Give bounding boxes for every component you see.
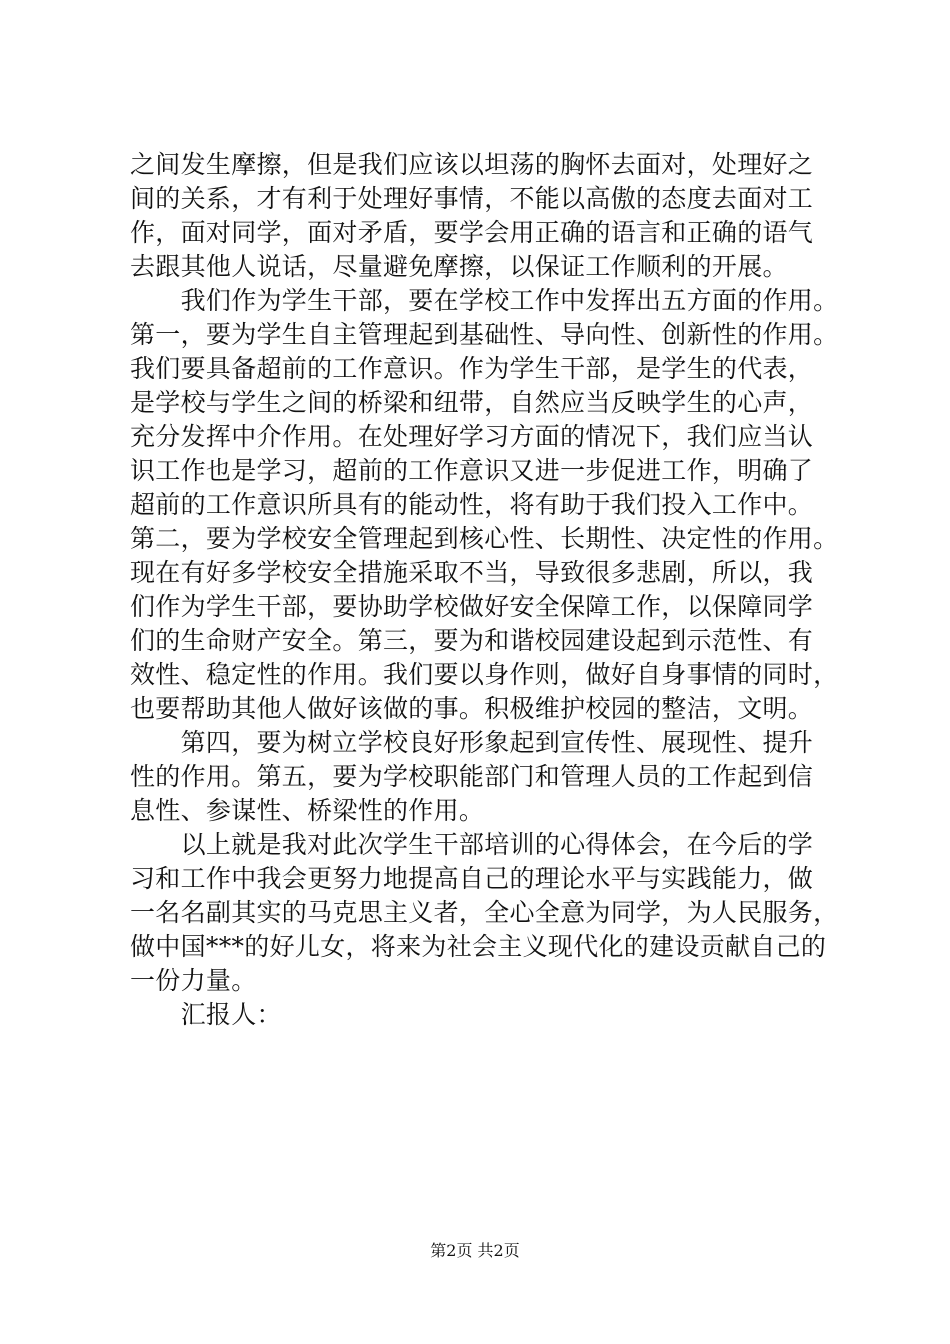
text-line: 超前的工作意识所具有的能动性，将有助于我们投入工作中。 [130, 490, 814, 519]
text-line: 一份力量。 [130, 966, 257, 995]
text-line: 们的生命财产安全。第三，要为和谐校园建设起到示范性、有 [130, 626, 814, 655]
text-line: 们作为学生干部，要协助学校做好安全保障工作，以保障同学 [130, 592, 814, 621]
text-line: 一名名副其实的马克思主义者，全心全意为同学，为人民服务， [130, 898, 839, 927]
text-line: 效性、稳定性的作用。我们要以身作则，做好自身事情的同时， [130, 660, 839, 689]
text-line: 现在有好多学校安全措施采取不当，导致很多悲剧，所以，我 [130, 558, 814, 587]
text-line: 也要帮助其他人做好该做的事。积极维护校园的整洁，文明。 [130, 694, 814, 723]
text-line: 性的作用。第五，要为学校职能部门和管理人员的工作起到信 [130, 762, 814, 791]
text-line: 第一，要为学生自主管理起到基础性、导向性、创新性的作用。 [130, 320, 839, 349]
page-footer: 第2页 共2页 [430, 1241, 520, 1260]
text-line: 是学校与学生之间的桥梁和纽带，自然应当反映学生的心声， [130, 388, 814, 417]
text-line: 以上就是我对此次学生干部培训的心得体会，在今后的学 [130, 830, 814, 859]
text-line: 第二，要为学校安全管理起到核心性、长期性、决定性的作用。 [130, 524, 839, 553]
text-line: 第四，要为树立学校良好形象起到宣传性、展现性、提升 [130, 728, 814, 757]
text-line: 息性、参谋性、桥梁性的作用。 [130, 796, 485, 825]
reporter-line: 汇报人： [130, 1000, 282, 1029]
text-line: 间的关系，才有利于处理好事情，不能以高傲的态度去面对工 [130, 184, 814, 213]
text-line: 之间发生摩擦，但是我们应该以坦荡的胸怀去面对，处理好之 [130, 150, 814, 179]
text-line: 识工作也是学习，超前的工作意识又进一步促进工作，明确了 [130, 456, 814, 485]
text-line: 我们要具备超前的工作意识。作为学生干部，是学生的代表， [130, 354, 814, 383]
text-line: 我们作为学生干部，要在学校工作中发挥出五方面的作用。 [130, 286, 839, 315]
text-line: 习和工作中我会更努力地提高自己的理论水平与实践能力，做 [130, 864, 814, 893]
text-line: 去跟其他人说话，尽量避免摩擦，以保证工作顺利的开展。 [130, 252, 788, 281]
document-body [130, 148, 850, 1032]
text-line: 充分发挥中介作用。在处理好学习方面的情况下，我们应当认 [130, 422, 814, 451]
text-line: 做中国***的好儿女，将来为社会主义现代化的建设贡献自己的 [130, 932, 827, 961]
text-line: 作，面对同学，面对矛盾，要学会用正确的语言和正确的语气 [130, 218, 814, 247]
